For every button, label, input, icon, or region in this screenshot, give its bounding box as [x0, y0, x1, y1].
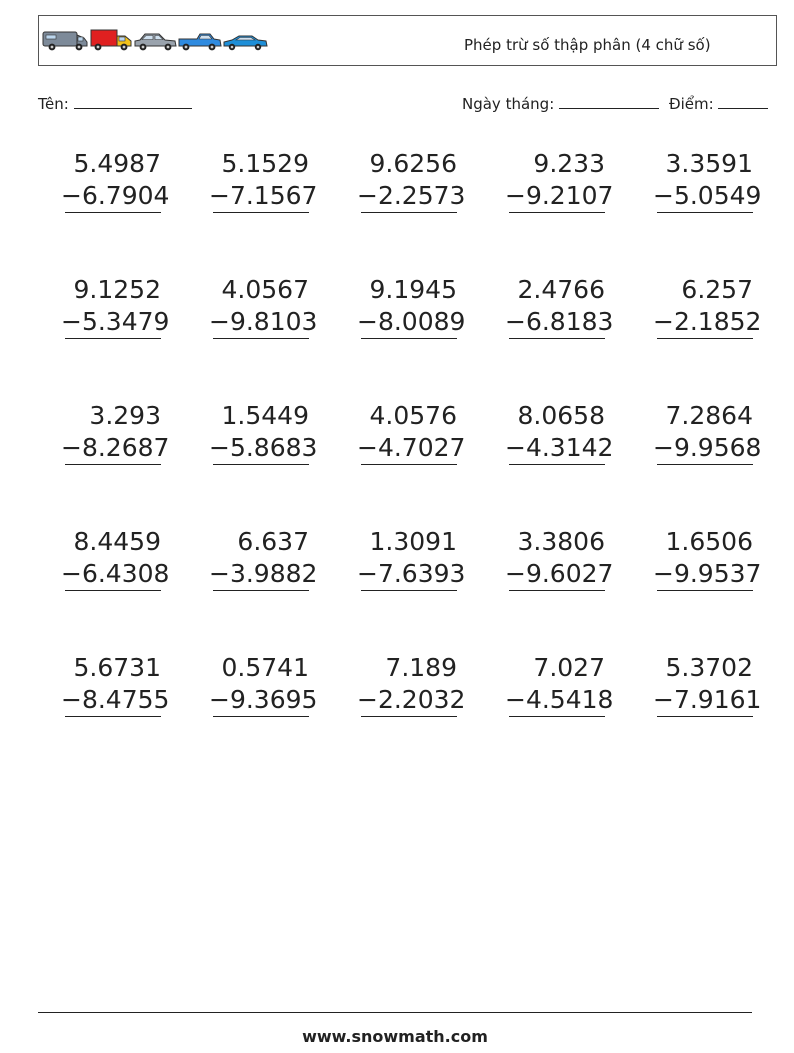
minuend: 2.4766: [517, 275, 605, 304]
minuend: 8.0658: [517, 401, 605, 430]
minuend: 0.5741: [221, 653, 309, 682]
minuend: 7.027: [533, 653, 605, 682]
subtrahend: −6.4308: [61, 559, 170, 588]
subtraction-problem: [209, 652, 318, 717]
subtraction-problem: [505, 652, 614, 717]
answer-line: [361, 716, 457, 717]
subtrahend: −4.5418: [505, 685, 614, 714]
worksheet-title: Phép trừ số thập phân (4 chữ số): [464, 36, 711, 54]
subtraction-problem: [505, 148, 614, 213]
answer-line: [657, 464, 753, 465]
minuend: 7.2864: [665, 401, 753, 430]
subtrahend: −8.2687: [61, 433, 170, 462]
answer-line: [213, 464, 309, 465]
subtrahend: −7.9161: [653, 685, 762, 714]
delivery-truck-icon: [91, 30, 131, 50]
answer-line: [65, 338, 161, 339]
minuend: 1.3091: [369, 527, 457, 556]
subtrahend: −6.7904: [61, 181, 170, 210]
subtrahend: −9.8103: [209, 307, 318, 336]
minuend: 4.0567: [221, 275, 309, 304]
worksheet-header: [38, 15, 777, 66]
answer-line: [213, 716, 309, 717]
minuend: 8.4459: [73, 527, 161, 556]
answer-line: [509, 716, 605, 717]
subtraction-problem: [653, 274, 762, 339]
sedan-car-icon: [135, 34, 176, 50]
answer-line: [213, 590, 309, 591]
minuend: 9.233: [533, 149, 605, 178]
subtrahend: −5.0549: [653, 181, 762, 210]
subtraction-problem: [209, 274, 318, 339]
subtrahend: −2.2032: [357, 685, 466, 714]
subtraction-problem: [61, 526, 170, 591]
subtrahend: −2.1852: [653, 307, 762, 336]
minuend: 5.1529: [221, 149, 309, 178]
subtraction-problem: [357, 274, 466, 339]
pickup-truck-icon: [179, 34, 221, 50]
sports-car-icon: [224, 36, 267, 50]
answer-line: [509, 590, 605, 591]
van-icon: [43, 32, 87, 50]
subtraction-problem: [653, 652, 762, 717]
date-field: [462, 94, 659, 113]
minuend: 3.3806: [517, 527, 605, 556]
minuend: 1.6506: [665, 527, 753, 556]
minuend: 9.1945: [369, 275, 457, 304]
subtraction-problem: [653, 526, 762, 591]
minuend: 5.4987: [73, 149, 161, 178]
minuend: 1.5449: [221, 401, 309, 430]
subtrahend: −3.9882: [209, 559, 318, 588]
subtraction-problem: [653, 400, 762, 465]
name-label: Tên:: [38, 95, 69, 113]
minuend: 3.3591: [665, 149, 753, 178]
subtrahend: −8.0089: [357, 307, 466, 336]
score-blank: [718, 94, 768, 109]
answer-line: [65, 590, 161, 591]
subtraction-problem: [357, 526, 466, 591]
subtrahend: −8.4755: [61, 685, 170, 714]
answer-line: [65, 464, 161, 465]
subtrahend: −4.3142: [505, 433, 614, 462]
subtrahend: −9.9568: [653, 433, 762, 462]
subtrahend: −9.2107: [505, 181, 614, 210]
subtraction-problem: [505, 526, 614, 591]
minuend: 7.189: [385, 653, 457, 682]
subtrahend: −2.2573: [357, 181, 466, 210]
minuend: 6.257: [681, 275, 753, 304]
name-field: [38, 94, 192, 113]
subtraction-problem: [209, 148, 318, 213]
name-blank: [74, 94, 192, 109]
subtrahend: −4.7027: [357, 433, 466, 462]
answer-line: [657, 590, 753, 591]
subtrahend: −5.3479: [61, 307, 170, 336]
subtraction-problem: [357, 652, 466, 717]
minuend: 5.6731: [73, 653, 161, 682]
subtrahend: −7.1567: [209, 181, 318, 210]
subtraction-problem: [61, 652, 170, 717]
footer-divider: [38, 1012, 752, 1013]
answer-line: [657, 338, 753, 339]
answer-line: [213, 338, 309, 339]
subtraction-problem: [209, 400, 318, 465]
answer-line: [509, 338, 605, 339]
answer-line: [65, 212, 161, 213]
minuend: 6.637: [237, 527, 309, 556]
subtraction-problem: [61, 274, 170, 339]
date-label: Ngày tháng:: [462, 95, 555, 113]
footer-site: www.snowmath.com: [302, 1027, 488, 1046]
date-blank: [559, 94, 659, 109]
vehicle-illustrations: [42, 27, 270, 55]
subtrahend: −7.6393: [357, 559, 466, 588]
answer-line: [361, 590, 457, 591]
subtraction-problem: [357, 148, 466, 213]
minuend: 4.0576: [369, 401, 457, 430]
subtraction-problem: [653, 148, 762, 213]
answer-line: [657, 716, 753, 717]
minuend: 5.3702: [665, 653, 753, 682]
answer-line: [657, 212, 753, 213]
answer-line: [65, 716, 161, 717]
subtraction-problem: [505, 400, 614, 465]
minuend: 9.1252: [73, 275, 161, 304]
answer-line: [361, 212, 457, 213]
subtrahend: −6.8183: [505, 307, 614, 336]
subtraction-problem: [505, 274, 614, 339]
subtrahend: −9.3695: [209, 685, 318, 714]
subtraction-problem: [357, 400, 466, 465]
subtrahend: −9.6027: [505, 559, 614, 588]
minuend: 3.293: [89, 401, 161, 430]
answer-line: [361, 338, 457, 339]
subtrahend: −9.9537: [653, 559, 762, 588]
subtraction-problem: [209, 526, 318, 591]
subtraction-problem: [61, 148, 170, 213]
score-field: [669, 94, 768, 113]
subtraction-problem: [61, 400, 170, 465]
answer-line: [361, 464, 457, 465]
answer-line: [213, 212, 309, 213]
score-label: Điểm:: [669, 95, 714, 113]
answer-line: [509, 212, 605, 213]
answer-line: [509, 464, 605, 465]
minuend: 9.6256: [369, 149, 457, 178]
subtrahend: −5.8683: [209, 433, 318, 462]
